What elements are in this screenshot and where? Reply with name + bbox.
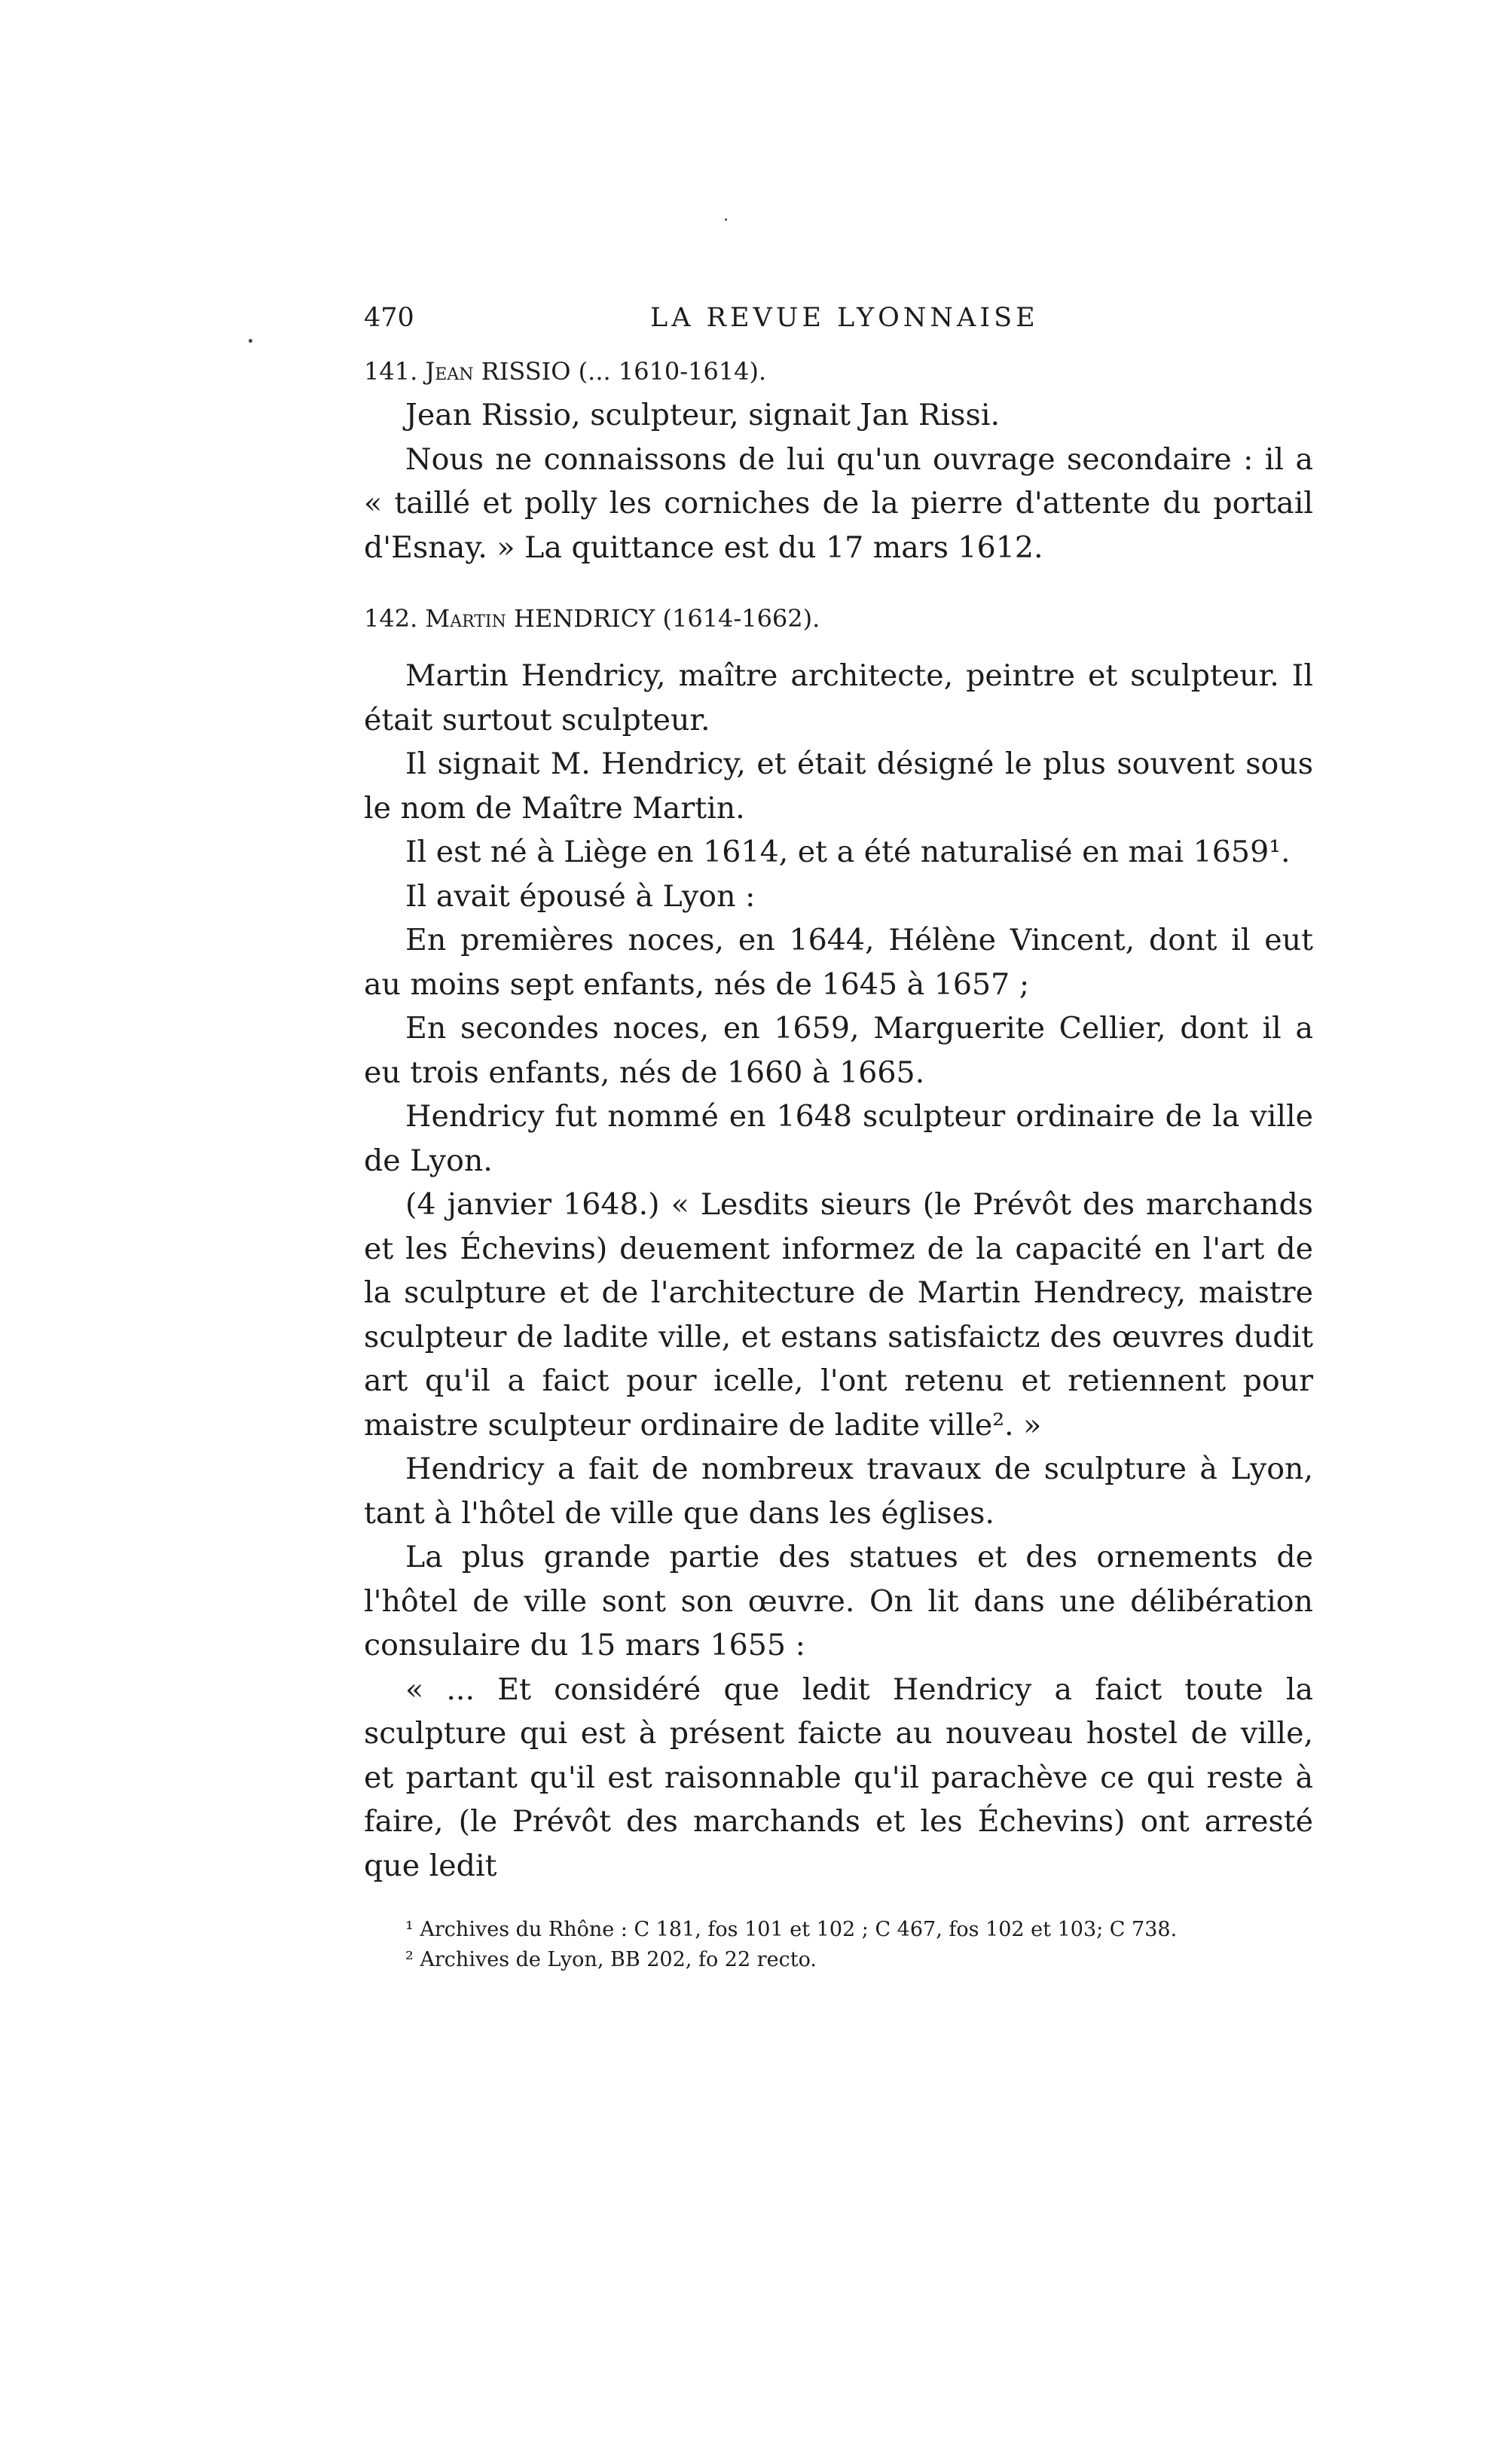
running-title: LA REVUE LYONNAISE — [650, 303, 1039, 333]
paragraph: Nous ne connaissons de lui qu'un ouvrage secondaire : il a « taillé et polly les corniches de la pierre d'attente du portail d'Esnay. » La quittance est du 17 mars 1612. — [364, 441, 1313, 565]
footnotes — [405, 1915, 1313, 1975]
paragraph: Hendricy a fait de nombreux travaux de sculpture à Lyon, tant à l'hôtel de ville que dans les églises. — [364, 1452, 1313, 1531]
entry-heading: 141. Jean RISSIO (... 1610-1614). — [364, 357, 767, 386]
paragraph: En secondes noces, en 1659, Marguerite Cellier, dont il a eu trois enfants, nés de 1660 à 1665. — [364, 1011, 1313, 1090]
footnote: ² Archives de Lyon, BB 202, fo 22 recto. — [405, 1948, 817, 1971]
paragraph: En premières noces, en 1644, Hélène Vincent, dont il eut au moins sept enfants, nés de 1645 à 1657 ; — [364, 923, 1313, 1002]
footnote: ¹ Archives du Rhône : C 181, fos 101 et 102 ; C 467, fos 102 et 103; C 738. — [405, 1918, 1178, 1941]
paragraph: « ... Et considéré que ledit Hendricy a faict toute la sculpture qui est à présent faicte au nouveau hostel de ville, et partant qu'il est raisonnable qu'il parachève ce qui reste à faire, (le Prévôt des marchands et les Échevins) ont arresté que ledit — [364, 1672, 1313, 1883]
ink-speck — [249, 339, 252, 343]
paragraph: La plus grande partie des statues et des ornements de l'hôtel de ville sont son œuvre. On lit dans une délibération consulaire du 15 mars 1655 : — [364, 1540, 1313, 1663]
paragraph: Il avait épousé à Lyon : — [405, 878, 756, 914]
paragraph: Il est né à Liège en 1614, et a été naturalisé en mai 1659¹. — [405, 835, 1291, 869]
ink-speck — [725, 218, 727, 221]
paragraph: Hendricy fut nommé en 1648 sculpteur ordinaire de la ville de Lyon. — [364, 1099, 1313, 1178]
page-body — [364, 354, 1313, 1888]
entry-heading: 142. Martin HENDRICY (1614-1662). — [364, 604, 820, 633]
running-header — [364, 303, 1313, 340]
paragraph: Jean Rissio, sculpteur, signait Jan Rissi. — [405, 398, 1001, 432]
paragraph: Il signait M. Hendricy, et était désigné le plus souvent sous le nom de Maître Martin. — [364, 747, 1313, 826]
paragraph: (4 janvier 1648.) « Lesdits sieurs (le Prévôt des marchands et les Échevins) deuement informez de la capacité en l'art de la sculpture et de l'architecture de Martin Hendrecy, maistre sculpteur de ladite ville, et estans satisfaictz des œuvres dudit art qu'il a faict pour icelle, l'ont retenu et retiennent pour maistre sculpteur ordinaire de ladite ville². » — [364, 1187, 1313, 1443]
paragraph: Martin Hendricy, maître architecte, peintre et sculpteur. Il était surtout sculpteur. — [364, 658, 1313, 737]
page-number: 470 — [364, 303, 414, 333]
